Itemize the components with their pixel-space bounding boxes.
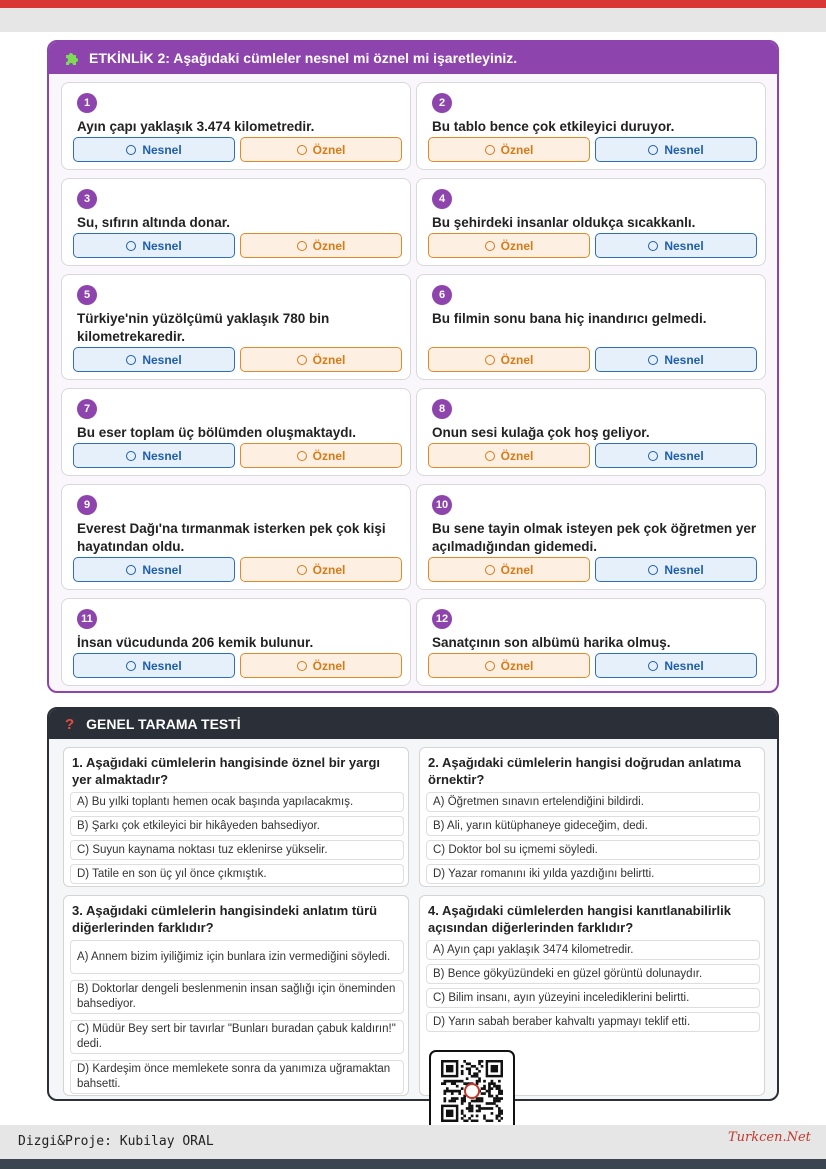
activity-card: [416, 274, 766, 380]
question-text: 1. Aşağıdaki cümlelerin hangisinde öznel bir yargı yer almaktadır?: [72, 755, 380, 787]
statement-text: Bu şehirdeki insanlar oldukça sıcakkanlı.: [432, 215, 696, 230]
oznel-option[interactable]: [428, 233, 590, 258]
radio-circle-icon: [485, 451, 495, 461]
radio-circle-icon: [126, 451, 136, 461]
nesnel-option[interactable]: [595, 443, 757, 468]
activity-card: [61, 178, 411, 266]
option-label: Nesnel: [664, 352, 704, 367]
oznel-option[interactable]: [240, 443, 402, 468]
answer-choice[interactable]: D) Yazar romanını iki yılda yazdığını belirtti.: [426, 864, 760, 884]
answer-choice[interactable]: A) Annem bizim iyiliğimiz için bunlara izin vermediğini söyledi.: [70, 940, 404, 974]
statement-text: Everest Dağı'na tırmanmak isterken pek çok kişi hayatından oldu.: [77, 521, 386, 554]
statement-text: Bu tablo bence çok etkileyici duruyor.: [432, 119, 675, 134]
activity-card: [61, 82, 411, 170]
radio-circle-icon: [485, 661, 495, 671]
radio-circle-icon: [297, 355, 307, 365]
item-number: 1: [77, 93, 97, 113]
radio-circle-icon: [126, 145, 136, 155]
radio-circle-icon: [648, 451, 658, 461]
option-label: Öznel: [312, 562, 346, 577]
nesnel-option[interactable]: [73, 557, 235, 582]
qr-code-icon: [441, 1060, 503, 1122]
option-label: Öznel: [500, 238, 534, 253]
option-label: Nesnel: [664, 238, 704, 253]
answer-choice[interactable]: A) Ayın çapı yaklaşık 3474 kilometredir.: [426, 940, 760, 960]
answer-choice[interactable]: C) Doktor bol su içmemi söyledi.: [426, 840, 760, 860]
oznel-option[interactable]: [428, 443, 590, 468]
statement-text: Ayın çapı yaklaşık 3.474 kilometredir.: [77, 119, 315, 134]
item-number: 7: [77, 399, 97, 419]
statement-text: Bu sene tayin olmak isteyen pek çok öğretmen yer açılmadığından gidemedi.: [432, 521, 757, 554]
option-label: Öznel: [500, 658, 534, 673]
radio-circle-icon: [485, 565, 495, 575]
item-number: 12: [432, 609, 452, 629]
option-label: Öznel: [500, 352, 534, 367]
activity-section: [47, 40, 779, 693]
test-section: [47, 707, 779, 1101]
radio-circle-icon: [297, 661, 307, 671]
activity-card: [416, 388, 766, 476]
oznel-option[interactable]: [428, 347, 590, 372]
nesnel-option[interactable]: [595, 233, 757, 258]
oznel-option[interactable]: [428, 557, 590, 582]
oznel-option[interactable]: [240, 233, 402, 258]
statement-text: Onun sesi kulağa çok hoş geliyor.: [432, 425, 650, 440]
item-number: 4: [432, 189, 452, 209]
nesnel-option[interactable]: [73, 443, 235, 468]
activity-card: [416, 484, 766, 590]
activity-card: [61, 598, 411, 686]
statement-text: Bu eser toplam üç bölümden oluşmaktaydı.: [77, 425, 357, 440]
question-mark-icon: ?: [65, 715, 75, 733]
item-number: 8: [432, 399, 452, 419]
question-text: 2. Aşağıdaki cümlelerin hangisi doğrudan anlatıma örnektir?: [428, 755, 742, 787]
answer-choice[interactable]: A) Bu yılki toplantı hemen ocak başında yapılacakmış.: [70, 792, 404, 812]
radio-circle-icon: [485, 145, 495, 155]
statement-text: Bu filmin sonu bana hiç inandırıcı gelmedi.: [432, 311, 707, 326]
statement-text: Sanatçının son albümü harika olmuş.: [432, 635, 671, 650]
item-number: 3: [77, 189, 97, 209]
option-label: Öznel: [312, 352, 346, 367]
statement-text: Türkiye'nin yüzölçümü yaklaşık 780 bin kilometrekaredir.: [77, 311, 330, 344]
activity-card: [61, 274, 411, 380]
oznel-option[interactable]: [240, 137, 402, 162]
item-number: 10: [432, 495, 452, 515]
statement-text: Su, sıfırın altında donar.: [77, 215, 231, 230]
option-label: Nesnel: [142, 562, 182, 577]
item-number: 9: [77, 495, 97, 515]
nesnel-option[interactable]: [73, 137, 235, 162]
option-label: Nesnel: [142, 142, 182, 157]
radio-circle-icon: [648, 241, 658, 251]
option-label: Öznel: [500, 142, 534, 157]
item-number: 6: [432, 285, 452, 305]
answer-choice[interactable]: B) Ali, yarın kütüphaneye gideceğim, dedi.: [426, 816, 760, 836]
nesnel-option[interactable]: [73, 653, 235, 678]
puzzle-icon: [63, 50, 79, 66]
nesnel-option[interactable]: [595, 137, 757, 162]
question-box: [419, 747, 765, 887]
question-text: 4. Aşağıdaki cümlelerden hangisi kanıtlanabilirlik açısından diğerlerinden farklıdır?: [428, 903, 731, 935]
radio-circle-icon: [648, 565, 658, 575]
nesnel-option[interactable]: [73, 347, 235, 372]
footer-brand: Turkcen.Net: [728, 1130, 811, 1145]
radio-circle-icon: [297, 451, 307, 461]
top-red-bar: [0, 0, 826, 8]
question-box: [63, 895, 409, 1096]
option-label: Nesnel: [142, 448, 182, 463]
answer-choice[interactable]: D) Kardeşim önce memlekete sonra da yanımıza uğramaktan bahsetti.: [70, 1060, 404, 1094]
question-box: [63, 747, 409, 887]
activity-card: [416, 598, 766, 686]
radio-circle-icon: [126, 661, 136, 671]
activity-header: [49, 42, 777, 74]
item-number: 2: [432, 93, 452, 113]
footer-credit: Dizgi&Proje: Kubilay ORAL: [18, 1134, 214, 1149]
option-label: Nesnel: [142, 352, 182, 367]
answer-choice[interactable]: C) Suyun kaynama noktası tuz eklenirse yükselir.: [70, 840, 404, 860]
option-label: Öznel: [312, 658, 346, 673]
test-header: [49, 709, 777, 739]
activity-card: [61, 388, 411, 476]
option-label: Nesnel: [664, 142, 704, 157]
nesnel-option[interactable]: [595, 653, 757, 678]
radio-circle-icon: [485, 241, 495, 251]
radio-circle-icon: [297, 145, 307, 155]
item-number: 5: [77, 285, 97, 305]
activity-card: [61, 484, 411, 590]
answer-choice[interactable]: C) Bilim insanı, ayın yüzeyini incelediklerini belirtti.: [426, 988, 760, 1008]
option-label: Nesnel: [664, 562, 704, 577]
option-label: Öznel: [312, 142, 346, 157]
oznel-option[interactable]: [240, 347, 402, 372]
item-number: 11: [77, 609, 97, 629]
option-label: Nesnel: [142, 238, 182, 253]
activity-title: ETKİNLİK 2: Aşağıdaki cümleler nesnel mi öznel mi işaretleyiniz.: [89, 50, 518, 66]
radio-circle-icon: [126, 355, 136, 365]
oznel-option[interactable]: [428, 137, 590, 162]
answer-choice[interactable]: D) Yarın sabah beraber kahvaltı yapmayı teklif etti.: [426, 1012, 760, 1032]
option-label: Öznel: [312, 238, 346, 253]
oznel-option[interactable]: [240, 653, 402, 678]
option-label: Öznel: [500, 448, 534, 463]
radio-circle-icon: [297, 241, 307, 251]
activity-card: [416, 82, 766, 170]
activity-card: [416, 178, 766, 266]
nesnel-option[interactable]: [595, 347, 757, 372]
option-label: Nesnel: [664, 658, 704, 673]
oznel-option[interactable]: [428, 653, 590, 678]
top-gray-bar: [0, 8, 826, 32]
radio-circle-icon: [648, 145, 658, 155]
answer-choice[interactable]: B) Bence gökyüzündeki en güzel görüntü dolunaydır.: [426, 964, 760, 984]
answer-choice[interactable]: A) Öğretmen sınavın ertelendiğini bildirdi.: [426, 792, 760, 812]
answer-choice[interactable]: C) Müdür Bey sert bir tavırlar "Bunları buradan çabuk kaldırın!" dedi.: [70, 1020, 404, 1054]
radio-circle-icon: [485, 355, 495, 365]
option-label: Nesnel: [142, 658, 182, 673]
nesnel-option[interactable]: [595, 557, 757, 582]
question-text: 3. Aşağıdaki cümlelerin hangisindeki anlatım türü diğerlerinden farklıdır?: [72, 903, 378, 935]
radio-circle-icon: [648, 661, 658, 671]
option-label: Öznel: [500, 562, 534, 577]
answer-choice[interactable]: D) Tatile en son üç yıl önce çıkmıştık.: [70, 864, 404, 884]
answer-choice[interactable]: B) Şarkı çok etkileyici bir hikâyeden bahsediyor.: [70, 816, 404, 836]
radio-circle-icon: [126, 565, 136, 575]
radio-circle-icon: [648, 355, 658, 365]
bottom-dark-bar: [0, 1159, 826, 1169]
nesnel-option[interactable]: [73, 233, 235, 258]
radio-circle-icon: [126, 241, 136, 251]
test-title: GENEL TARAMA TESTİ: [86, 716, 241, 732]
statement-text: İnsan vücudunda 206 kemik bulunur.: [77, 635, 314, 650]
oznel-option[interactable]: [240, 557, 402, 582]
radio-circle-icon: [297, 565, 307, 575]
option-label: Öznel: [312, 448, 346, 463]
option-label: Nesnel: [664, 448, 704, 463]
answer-choice[interactable]: B) Doktorlar dengeli beslenmenin insan sağlığı için öneminden bahsediyor.: [70, 980, 404, 1014]
